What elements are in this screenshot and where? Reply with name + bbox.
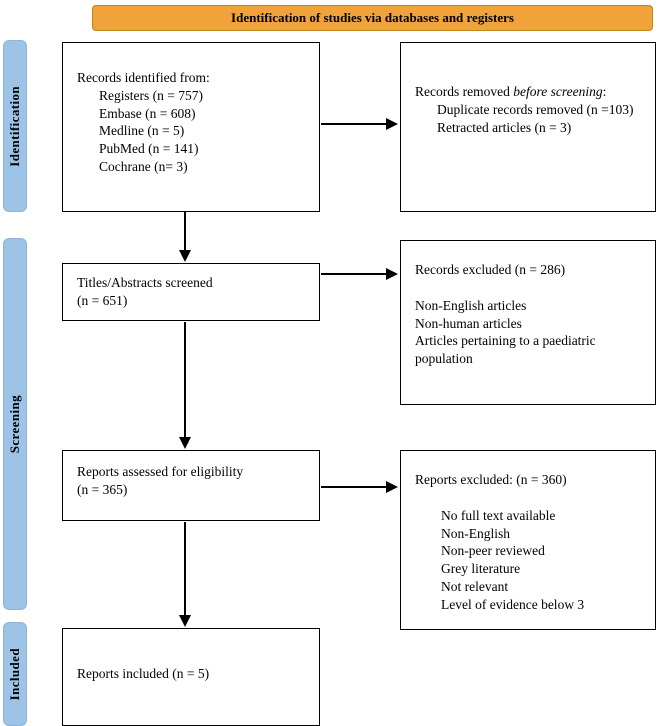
list-line: PubMed (n = 141) bbox=[99, 141, 199, 157]
records-identified-title: Records identified from: bbox=[77, 70, 210, 85]
records-identified-list bbox=[77, 87, 307, 176]
header-title: Identification of studies via databases and registers bbox=[231, 10, 514, 26]
list-line: Level of evidence below 3 bbox=[441, 596, 585, 612]
list-line: Non-English articles bbox=[415, 297, 527, 313]
list-line: Duplicate records removed (n =103) bbox=[437, 101, 634, 117]
list-line: Embase (n = 608) bbox=[99, 105, 196, 121]
records-removed-title bbox=[415, 83, 643, 101]
stage-label-text: Screening bbox=[7, 394, 23, 454]
records-excluded-title: Records excluded (n = 286) bbox=[415, 262, 566, 277]
records-removed-title-suffix: : bbox=[602, 84, 607, 99]
records-excluded-box bbox=[400, 240, 656, 405]
reports-excluded-box bbox=[400, 450, 656, 630]
list-line: Grey literature bbox=[441, 561, 521, 577]
arrow-assessed-to-reports-excluded bbox=[321, 481, 398, 493]
reports-excluded-title: Reports excluded: (n = 360) bbox=[415, 472, 567, 487]
list-line: Non-English bbox=[441, 525, 510, 541]
reports-excluded-list bbox=[415, 507, 643, 614]
arrow-screened-to-excluded bbox=[321, 268, 398, 280]
arrow-screened-to-assessed bbox=[179, 322, 191, 449]
list-line: (n = 365) bbox=[77, 481, 128, 497]
list-line: Retracted articles (n = 3) bbox=[437, 119, 572, 135]
list-line: Articles pertaining to a paediatric population bbox=[415, 333, 596, 367]
header-banner bbox=[92, 5, 653, 31]
reports-included-box bbox=[62, 628, 320, 726]
stage-label-screening bbox=[3, 238, 27, 610]
stage-label-included bbox=[3, 622, 27, 726]
reports-included-text: Reports included (n = 5) bbox=[77, 666, 210, 681]
stage-label-text: Identification bbox=[7, 85, 23, 167]
records-excluded-list bbox=[415, 297, 643, 368]
list-line: Not relevant bbox=[441, 579, 509, 595]
titles-screened-box bbox=[62, 263, 320, 321]
reports-assessed-box bbox=[62, 450, 320, 521]
stage-label-identification bbox=[3, 40, 27, 212]
records-removed-box bbox=[400, 42, 656, 212]
list-line: No full text available bbox=[441, 507, 556, 523]
records-removed-list bbox=[415, 101, 643, 137]
list-line: Cochrane (n= 3) bbox=[99, 159, 188, 175]
titles-screened-text bbox=[77, 274, 307, 310]
list-line: Medline (n = 5) bbox=[99, 123, 185, 139]
arrow-identified-to-removed bbox=[321, 118, 398, 130]
arrow-identified-to-screened bbox=[179, 212, 191, 262]
records-removed-title-prefix: Records removed bbox=[415, 84, 514, 99]
list-line: Reports assessed for eligibility bbox=[77, 464, 244, 479]
records-identified-box bbox=[62, 42, 320, 212]
arrow-assessed-to-included bbox=[179, 522, 191, 627]
list-line: Titles/Abstracts screened bbox=[77, 275, 213, 290]
stage-label-text: Included bbox=[7, 647, 23, 701]
list-line: (n = 651) bbox=[77, 292, 128, 308]
list-line: Non-human articles bbox=[415, 315, 522, 331]
list-line: Registers (n = 757) bbox=[99, 87, 203, 103]
list-line: Non-peer reviewed bbox=[441, 543, 545, 559]
records-removed-title-italic: before screening bbox=[513, 84, 603, 99]
reports-assessed-text bbox=[77, 463, 307, 499]
